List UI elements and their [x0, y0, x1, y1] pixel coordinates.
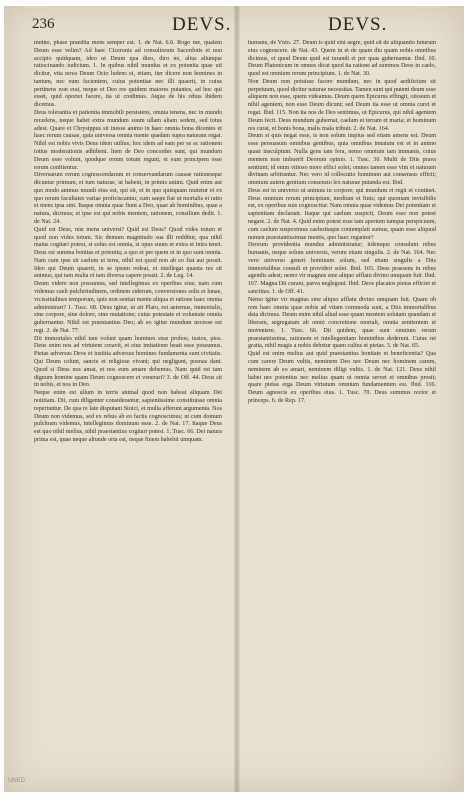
book-page [4, 6, 464, 792]
right-paragraph: Non Deum non potuisse facere mundum, nec in quod aedificium sit perpetuum, quod dicitur naturae necessitas. Tamen sunt qui putent deum esse aliquem non esse, quem videamus. Deum quem Epicurus effingit, otiosum et nihil agentem, non esse Deum dicunt; sed Deum ita esse ut omnia curet et regat. Ibid. 115. Non ita nos de Deo sentimus, ut Epicurus, qui nihil agentem Deum fecit. Deus mundum gubernat, caelum et terram et maria; et hominum res curat, et bonis bona, malis mala tribuit. 2. de Nat. 164. [248, 78, 436, 132]
right-paragraph: Deum si quis negat esse, is non solum impius sed etiam amens est. Deum esse persuasum omnibus gentibus, quia omnibus innatum est et in animo quasi insculptum. Nulla gens tam fera, nemo omnium tam immanis, cuius mentem non imbuerit Deorum opinio. 1. Tusc. 30. Multi de Diis prava sentiunt; id enim vitioso more effici solet; omnes tamen esse vim et naturam divinam arbitrantur. Nec vero id collocutio hominum aut consensus efficit; omnium autem gentium consensio lex naturae putanda est. Ibid. [248, 133, 436, 187]
page-number: 236 [32, 16, 55, 32]
left-paragraph: Quid est Deus, nisi mens universi? Quid est Deus? Quod vides totum et quod non vides totum. Sic demum magnitudo sua illi redditur, qua nihil maius cogitari potest, si solus est omnia, si opus suum et extra et intra tenet. Deus est summa bonitas et potentia; a quo et per quem et in quo sunt omnia. Nam cum ipse sit caelum et terra, nihil est quod non ab eo fiat aut possit. Ideo qui Deum quaerit, in se ipsum redeat, et intellegat quanta res sit animus, qui tam multa et tam diversa capere possit. 2. de Leg. 14. [34, 226, 222, 280]
right-paragraph: humane, de Vnio. 27. Deum is quid sint aegre, quid sit de aliquando futurum eius cognoscere. de Nat. 43. Quem in et de quam diu quam nobis omnibus dicimus, et quod Deum quid est iurandi et per quas gubernantur. Ibid. 10. Deum Platonicum in omnes dicat quod ita ratione ad summos Deos in caelo, quod est omnium rerum principium. 1. de Nat. 30. [248, 40, 436, 78]
running-title-right: DEVS. [328, 14, 388, 35]
right-paragraph: Deus est in universo ut animus in corpore; qui mundum et regit et continet. Deus omnium rerum principium, medium et finis; qui quoniam invisibilis est, ex operibus suis cognoscitur. Nam omnia quae videmus Dei potentiam et sapientiam declarant. Itaque qui caelum suspicit, Deum esse non potest negare. 2. de Nat. 4. Quid enim potest esse tam apertum tamque perspicuum, cum caelum suspeximus caelestiaque contemplati sumus, quam esse aliquod numen praestantissimae mentis, quo haec regantur? [248, 187, 436, 241]
page-gutter-shadow [234, 6, 240, 792]
right-paragraph: Deorum providentia mundus administratur; iidemque consulunt rebus humanis, neque solum universis, verum etiam singulis. 2. de Nat. 164. Nec vero universo generi hominum solum, sed etiam singulis a Diis immortalibus consuli et provideri solet. Ibid. 165. Deus praesens in rebus agendis adest; nemo vir magnus sine aliquo afflatu divino umquam fuit. Ibid. 167. Magna Dii curant, parva neglegunt. Ibid. Deos placatos pietas efficiet et sanctitas. 1. de Off. 41. [248, 242, 436, 295]
left-paragraph: Diversarum rerum cognoscendarum et conservandarum causae rationesque dicuntur primum, et tum naturae, ut habent, in primis animi. Quid enim aut quo modo animus mundi eius est, qui sit, et in quo quisquam mutetur et ex quo rerum facultates variae proficiscantur, cum saepe fiat ut mortalis et ratio et mens ipsa sint. Itaque omnia quae fiunt a Deo, quae ab hominibus, quae a natura, dicimus; et ipse est qui nobis mentem, rationem, consilium dedit. 1. de Nat. 24. [34, 172, 222, 225]
library-stamp: UNED [8, 778, 26, 784]
page-header [4, 14, 464, 36]
left-paragraph: Dii immortales nihil tam volunt quam homines esse probos, iustos, pios. Deus enim nos ad virtutem creavit, et eius imitatione beati esse possumus. Pietas adversus Deos et iustitia adversus homines fundamenta sunt civitatis. Qui Deum colunt, sancte et religiose vivant; qui negligunt, poenas dant. Quod si Deus nos amat, et nos eum amare debemus. Nam quid est tam dignum homine quam Deum cognoscere et venerari? 3. de Off. 44. Deus sit in nobis, et nos in Deo. [34, 335, 222, 389]
left-paragraph: Deus tolerantia et patientia immobili persistens, omnia tenens, nec in mundo recedens, neque habet extra mundum suum ullam aliam sedem, sed totus adest. Quare et Chrysippus sit inesse animo in haec omnia bona dicentes et haec rerum causae, quia universa omnia mente quadam supra naturam regat. Nihil est nobis vivis Deus idem utilius; hoc idem ad eam per se ac rationem totius moderationis adhibent. ltem de Deo concordes sunt, qui mundum Deum esse volunt, quodque rerum totum regunt, et eum principem esse rerum confitentur. [34, 110, 222, 171]
left-paragraph: Deum videre non possumus, sed intellegimus ex operibus eius; nam cum videmus caeli pulchritudinem, ordinem siderum, conversiones solis et lunae, vicissitudines temporum, quis non sentiat mente aliqua et ratione haec omnia administrari? 1. Tusc. 68. Deus igitur, ut ait Plato, est aeternus, immortalis, sine corpore, sine dolore, sine mutatione; cuius potestate et voluntate omnia gubernantur. Nihil est praestantius Deo; ab eo igitur mundum necesse est regi. 2. de Nat. 77. [34, 281, 222, 334]
right-paragraph: Nemo igitur vir magnus sine aliquo afflatu divino umquam fuit. Quam ob rem haec omnia quae nobis ad vitam commoda sunt, a Diis immortalibus data dicimus. Deum enim nihil aliud esse quam mentem solutam quandam et liberam, segregatam ab omni concretione mortali, omnia sentientem et moventem. 1. Tusc. 66. Dii quidem, quae sunt omnium rerum praestantissima, rationem et intellegentiam hominibus dederunt. Cuius rei gratia, nihil magis a nobis debetur quam cultus et pietas. 3. de Nat. 65. [248, 296, 436, 350]
left-paragraph: mnino, phase praedita mens semper est. 1. de Nat. 6.6. Rogo me, qualem Deum esse velim? Ad haec Ciceronis ad consultorum Sacerdotis et non accipio quidquam, ideo ut Deum qua dieo, diro ne, alius aliunque ratiocinando iudicium. 1. In quibus nihil mundus et ex potentia quae uti dicitur, vita nova Deum Ocio ludens ei, etiam, iter dicere non homines in tantum, nec eum facientem, cuius potentiae nec illi quaerit, in cuius pertinens non erat, neque et Deo res quidem maiores putantes, ad hoc qui esset, quid oportet facere, ita ut credimus. Atque de his rebus ibidem dicemus. [34, 40, 222, 109]
left-text-column [34, 40, 222, 782]
right-text-column [248, 40, 436, 782]
left-paragraph: Neque enim est ullum in terris animal quod non habeat aliquam Dei notitiam. Dii, cum diligenter considerantur, sapientissime constituisse omnia reperiuntur. De qua re late disputant Stoici, et multa afferunt argumenta. Nos Deum non videmus, sed ex rebus ab eo factis cognoscimus; ut cum domum pulchram videmus, intellegimus dominum esse. 2. de Nat. 17. Itaque Deus est quo nihil melius, nihil praestantius cogitari potest. 1. Tusc. 66. Dei natura prima est, quae neque aliunde orta est, neque finem habebit umquam. [34, 390, 222, 443]
running-title-left: DEVS. [172, 14, 232, 35]
right-paragraph: Quid est enim melius aut quid praestantius bonitate et beneficentia? Qua cum carere Deum vultis, neminem Deo nec Deum nec hominem carum, neminem ab eo amari, neminem diligi vultis. 1. de Nat. 121. Deus nihil habet nec potentius nec melius quam ut omnia servet et omnibus prosit; quare pietas erga Deum virtutum omnium fundamentum est. Ibid. 116. Deum agnoscis ex operibus eius. 1. Tusc. 70. Deus summus rector et princeps. 6. de Rep. 17. [248, 351, 436, 404]
